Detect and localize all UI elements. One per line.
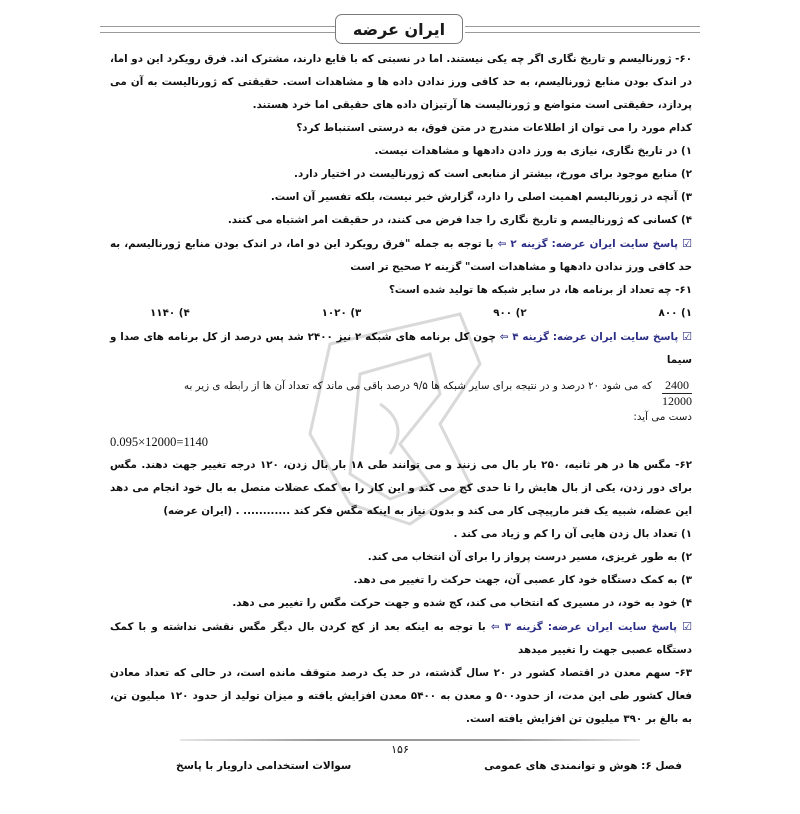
q62-answer-text: با توجه به اینکه بعد از کج کردن بال دیگر مگس نقشی نداشته و با کمک دستگاه عصبی جهت را تغییر میدهد xyxy=(110,621,692,656)
q60-option-1: ۱) در تاریخ نگاری، نیازی به ورز دادن دادهها و مشاهدات نیست. xyxy=(374,145,692,157)
fraction-numerator: 2400 xyxy=(662,378,692,394)
page-header xyxy=(100,14,700,44)
arrow-left-icon: ⇦ xyxy=(490,621,500,633)
fraction-denominator: 12000 xyxy=(662,394,692,408)
page-number: ۱۵۶ xyxy=(391,743,409,756)
q60-passage: ۶۰- ژورنالیسم و تاریخ نگاری اگر چه یکی نیستند. اما در نسبتی که با قایع دارند، مشترک اند. فرق رویکرد این دو اما، در اندک بودن منابع ژورنالیسم، به حد کافی ورز ندادن داده ها و مشاهدات است. حقیقتی که ژورنالیست به آن می پردازد، حقیقتی است متواضع و ژورنالیست ها آرتیزان داده های حقیقی اما خرد هستند. xyxy=(110,53,692,111)
q63-passage: ۶۳- سهم معدن در اقتصاد کشور در ۲۰ سال گذشته، در حد یک درصد متوقف مانده است، در حالی که تعداد معادن فعال کشور طی این مدت، از حدود۵۰۰ و معدن به ۵۴۰۰ معدن افزایش یافته و میزان تولید از حدود ۱۲۰ میلیون تن، به بالغ بر ۳۹۰ میلیون تن افزایش یافته است. xyxy=(110,667,693,725)
q60-answer xyxy=(110,232,692,279)
q62-answer-label: پاسخ سایت ایران عرضه: گزینه ۳ xyxy=(504,621,677,633)
document-body xyxy=(110,48,692,731)
q62-answer xyxy=(110,615,692,662)
q61-answer xyxy=(110,325,692,372)
q61-answer-text: چون کل برنامه های شبکه ۲ نیز ۲۴۰۰ شد پس درصد از کل برنامه های صدا و سیما xyxy=(110,331,692,366)
check-icon: ☑ xyxy=(682,330,692,343)
q60-option-3: ۳) آنچه در ژورنالیسم اهمیت اصلی را دارد، گزارش خبر نیست، بلکه تفسیر آن است. xyxy=(270,191,692,203)
q62-option-1: ۱) تعداد بال زدن هایی آن را کم و زیاد می کند . xyxy=(453,528,692,540)
arrow-left-icon: ⇦ xyxy=(497,238,507,250)
q60-answer-label: پاسخ سایت ایران عرضه: گزینه ۲ xyxy=(510,238,678,250)
header-rule-left xyxy=(100,26,335,33)
header-rule-right xyxy=(465,26,700,33)
book-title: سوالات استخدامی دارویار با پاسخ xyxy=(176,760,352,772)
fraction xyxy=(662,378,692,409)
q61-question: ۶۱- چه تعداد از برنامه ها، در سایر شبکه ها تولید شده است؟ xyxy=(388,284,692,296)
q60-option-2: ۲) منابع موجود برای مورخ، بیشتر از منابعی است که ژورنالیست در اختیار دارد. xyxy=(294,168,692,180)
q61-continuation: که می شود ۲۰ درصد و در نتیجه برای سایر شبکه ها ۹/۵ درصد باقی می ماند که تعداد آن ها از رابطه ی زیر به xyxy=(183,380,652,392)
q61-option-2: ۲) ۹۰۰ xyxy=(493,307,527,319)
q61-options xyxy=(110,302,692,325)
q62-passage: ۶۲- مگس ها در هر ثانیه، ۲۵۰ بار بال می زنند و می توانند طی ۱۸ بار بال زدن، ۱۲۰ درجه تغییر جهت دهند. مگس برای دور زدن، یکی از بال هایش را تا حدی کج می کند و این کار را به کمک عضلات متصل به بال خود انجام می دهد این عضله، شبیه یک فنر مارپیچی کار می کند و بدون نیاز به اینکه مگس فکر کند ............ . (ایران عرضه) xyxy=(110,459,692,517)
q61-continuation-2: دست می آید: xyxy=(633,411,692,423)
q62-option-4: ۴) خود به خود، در مسیری که انتخاب می کند، کج شده و جهت حرکت مگس را تغییر می دهد. xyxy=(232,597,692,609)
footer-rule xyxy=(180,739,640,741)
q60-answer-text: با توجه به جمله "فرق رویکرد این دو اما، در اندک بودن منابع ژورنالیسم، به حد کافی ورز ندادن دادهها و مشاهدات است" گزینه ۲ صحیح تر است xyxy=(110,238,692,273)
logo xyxy=(335,14,463,44)
q61-fraction-row xyxy=(110,378,692,409)
q61-formula: 0.095×12000=1140 xyxy=(110,435,209,449)
q62-option-3: ۳) به کمک دستگاه خود کار عصبی آن، جهت حرکت را تغییر می دهد. xyxy=(353,574,692,586)
q61-option-4: ۴) ۱۱۴۰ xyxy=(150,307,190,319)
arrow-left-icon: ⇦ xyxy=(499,331,509,343)
q61-answer-label: پاسخ سایت ایران عرضه: گزینه ۴ xyxy=(512,331,679,343)
q61-option-3: ۳) ۱۰۲۰ xyxy=(321,307,362,319)
logo-text: ایران عرضه xyxy=(352,19,446,39)
check-icon: ☑ xyxy=(682,620,692,633)
page-footer xyxy=(0,739,800,795)
q62-option-2: ۲) به طور غریزی، مسیر درست پرواز را برای آن انتخاب می کند. xyxy=(367,551,692,563)
q60-option-4: ۴) کسانی که ژورنالیسم و تاریخ نگاری را جدا فرض می کنند، در حقیقت امر اشتباه می کنند. xyxy=(227,214,692,226)
q61-option-1: ۱) ۸۰۰ xyxy=(658,307,692,319)
check-icon: ☑ xyxy=(682,237,692,250)
q60-question: کدام مورد را می توان از اطلاعات مندرج در متن فوق، به درستی استنباط کرد؟ xyxy=(296,122,692,134)
chapter-title: فصل ۶: هوش و توانمندی های عمومی xyxy=(484,760,682,772)
